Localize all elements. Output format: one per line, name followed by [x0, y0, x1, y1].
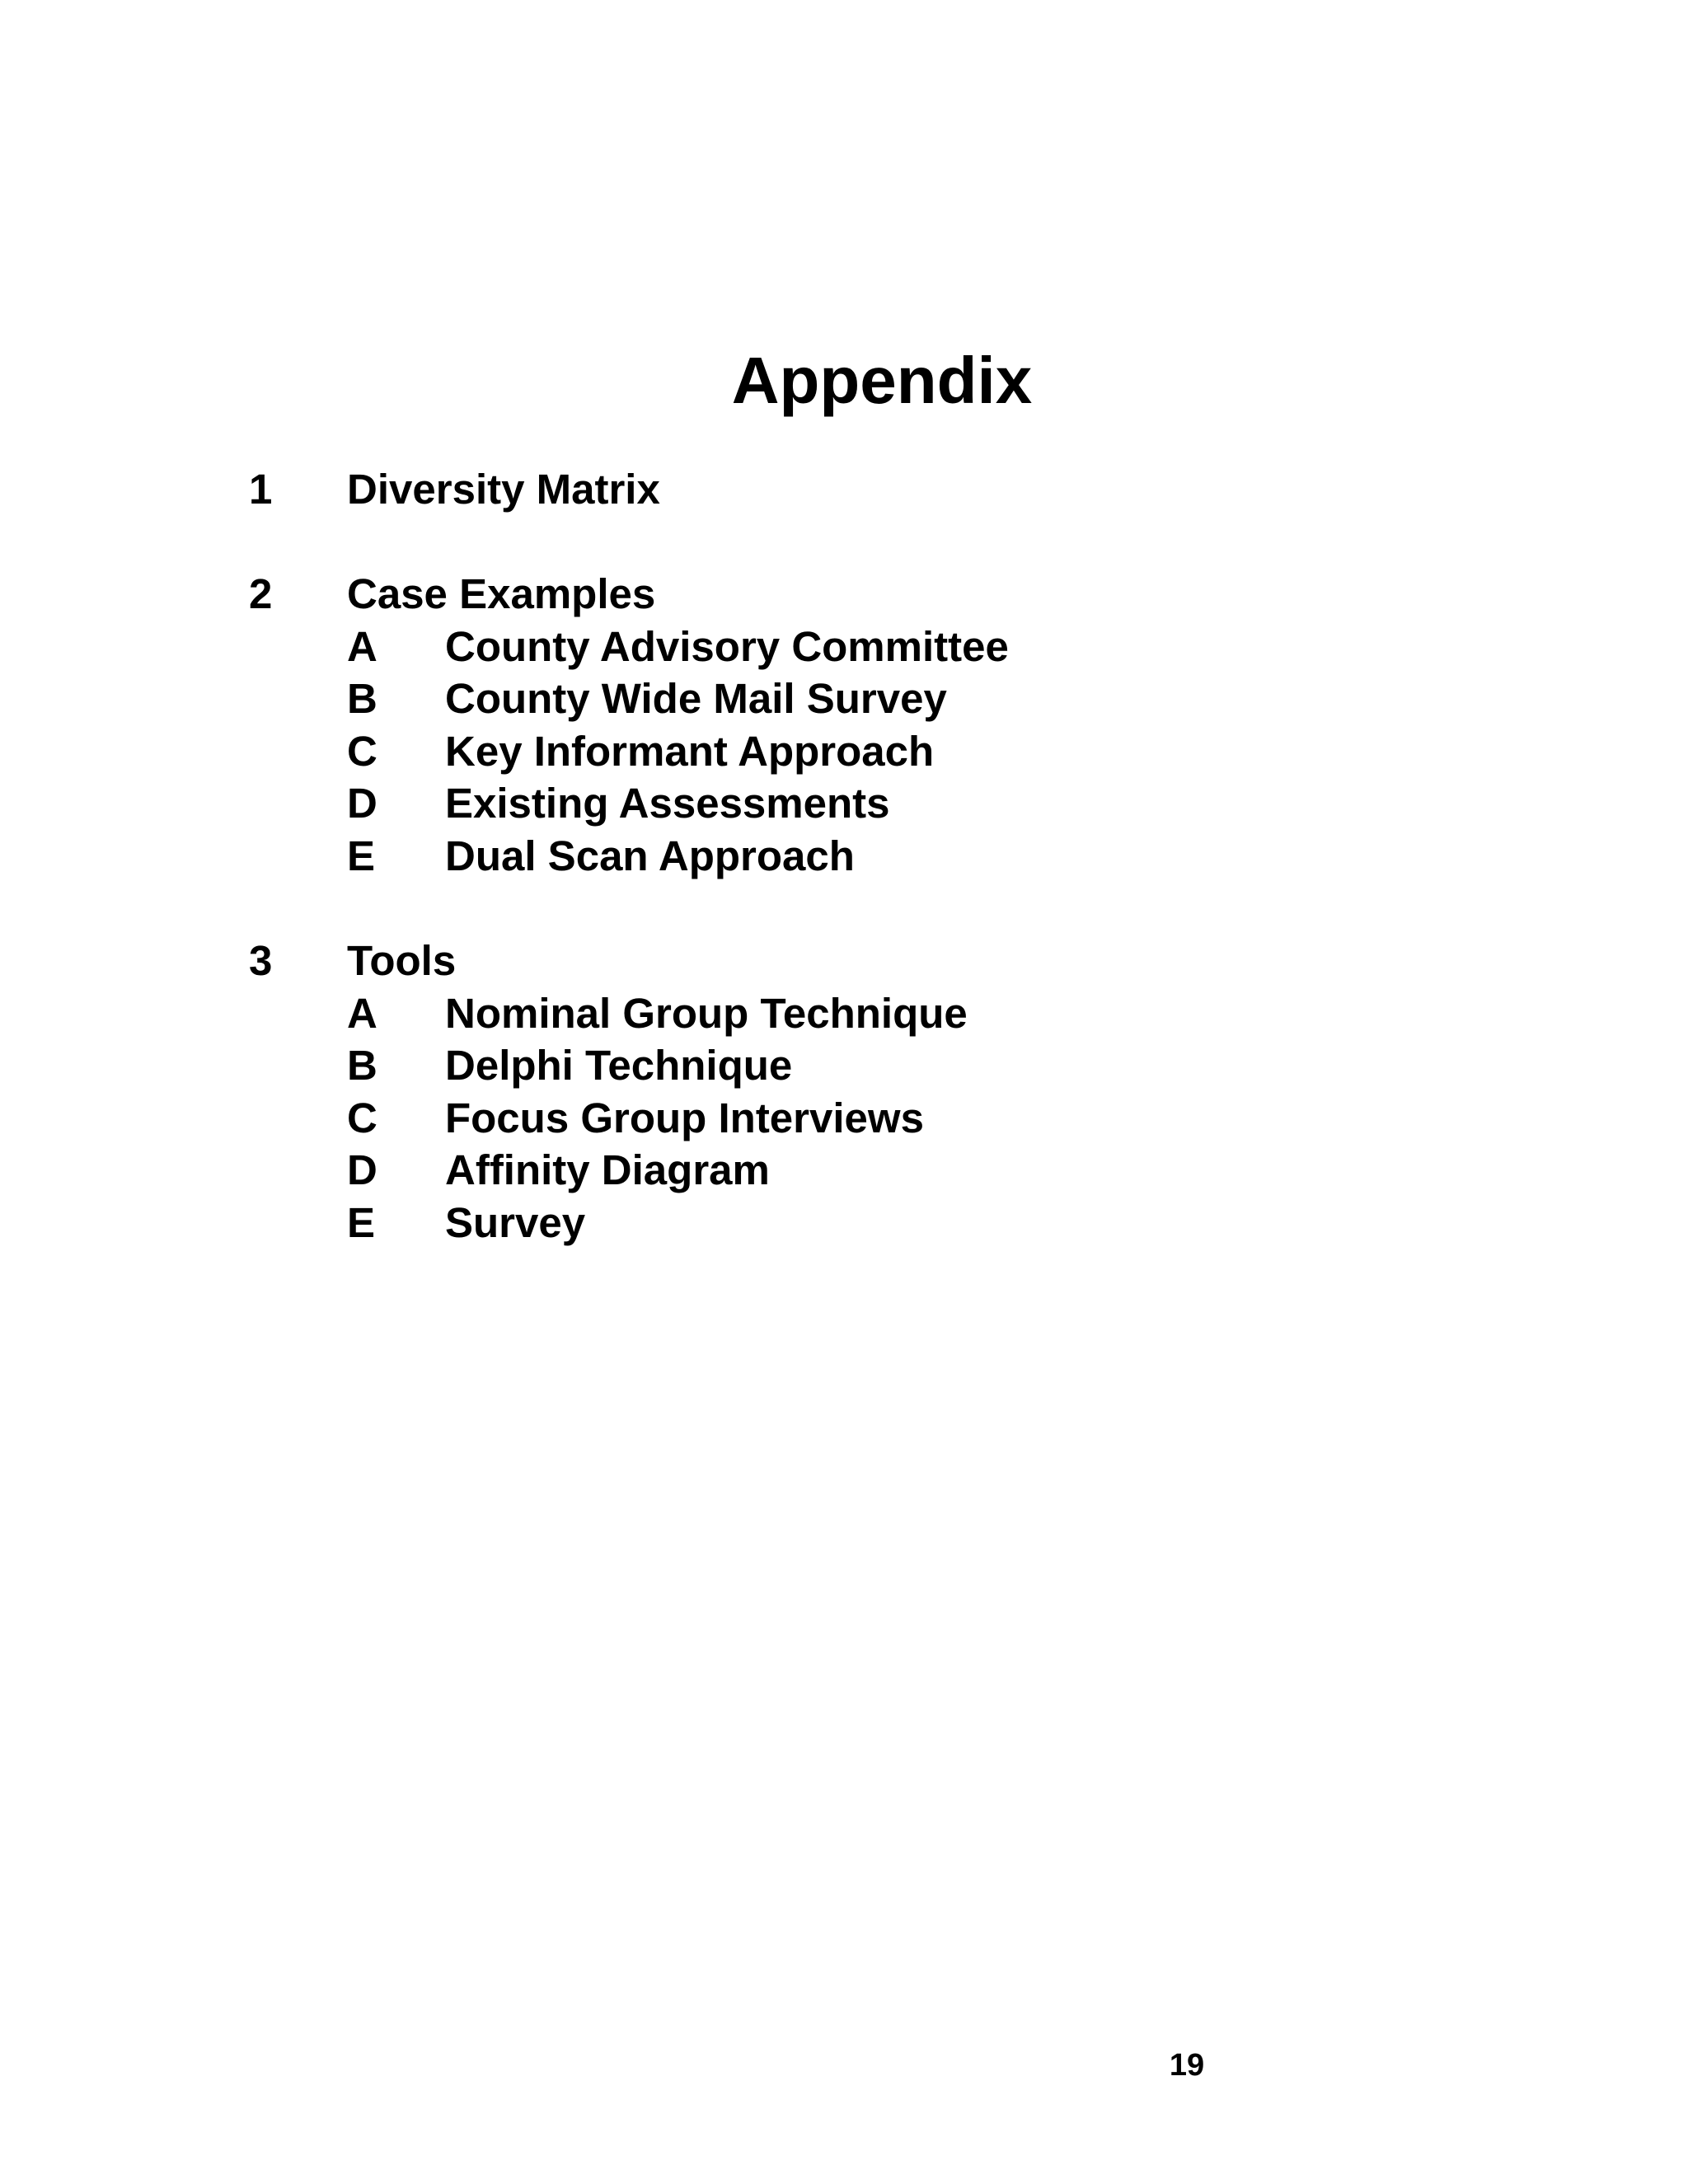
- item-letter: E: [347, 1199, 376, 1246]
- list-item: [0, 725, 1688, 778]
- item-label: Dual Scan Approach: [445, 832, 855, 879]
- item-label: Delphi Technique: [445, 1042, 793, 1089]
- item-label: Survey: [445, 1199, 586, 1246]
- list-item: [0, 621, 1688, 673]
- section-2: [0, 568, 1688, 621]
- item-letter: E: [347, 832, 376, 879]
- item-letter: C: [347, 728, 377, 775]
- item-letter: C: [347, 1094, 377, 1141]
- item-label: County Advisory Committee: [445, 623, 1009, 670]
- page-number: 19: [1169, 2048, 1205, 2083]
- list-item: [0, 987, 1688, 1040]
- section-title: Diversity Matrix: [347, 466, 660, 513]
- section-number: 3: [249, 937, 273, 984]
- list-item: [0, 673, 1688, 725]
- page-title: Appendix: [731, 344, 1033, 417]
- item-letter: D: [347, 780, 377, 827]
- item-label: Existing Assessments: [445, 780, 890, 827]
- item-letter: B: [347, 675, 377, 722]
- list-item: [0, 1092, 1688, 1145]
- list-item: [0, 1197, 1688, 1249]
- item-letter: A: [347, 990, 377, 1037]
- item-label: County Wide Mail Survey: [445, 675, 947, 722]
- section-1: [0, 463, 1688, 516]
- section-number: 1: [249, 466, 273, 513]
- list-item: [0, 777, 1688, 830]
- item-letter: D: [347, 1146, 377, 1193]
- section-3: [0, 935, 1688, 987]
- item-label: Focus Group Interviews: [445, 1094, 924, 1141]
- item-label: Affinity Diagram: [445, 1146, 770, 1193]
- list-item: [0, 1039, 1688, 1092]
- section-title: Case Examples: [347, 570, 656, 617]
- item-letter: A: [347, 623, 377, 670]
- list-item: [0, 830, 1688, 883]
- list-item: [0, 1144, 1688, 1197]
- item-letter: B: [347, 1042, 377, 1089]
- item-label: Key Informant Approach: [445, 728, 935, 775]
- item-label: Nominal Group Technique: [445, 990, 968, 1037]
- section-title: Tools: [347, 937, 457, 984]
- section-number: 2: [249, 570, 273, 617]
